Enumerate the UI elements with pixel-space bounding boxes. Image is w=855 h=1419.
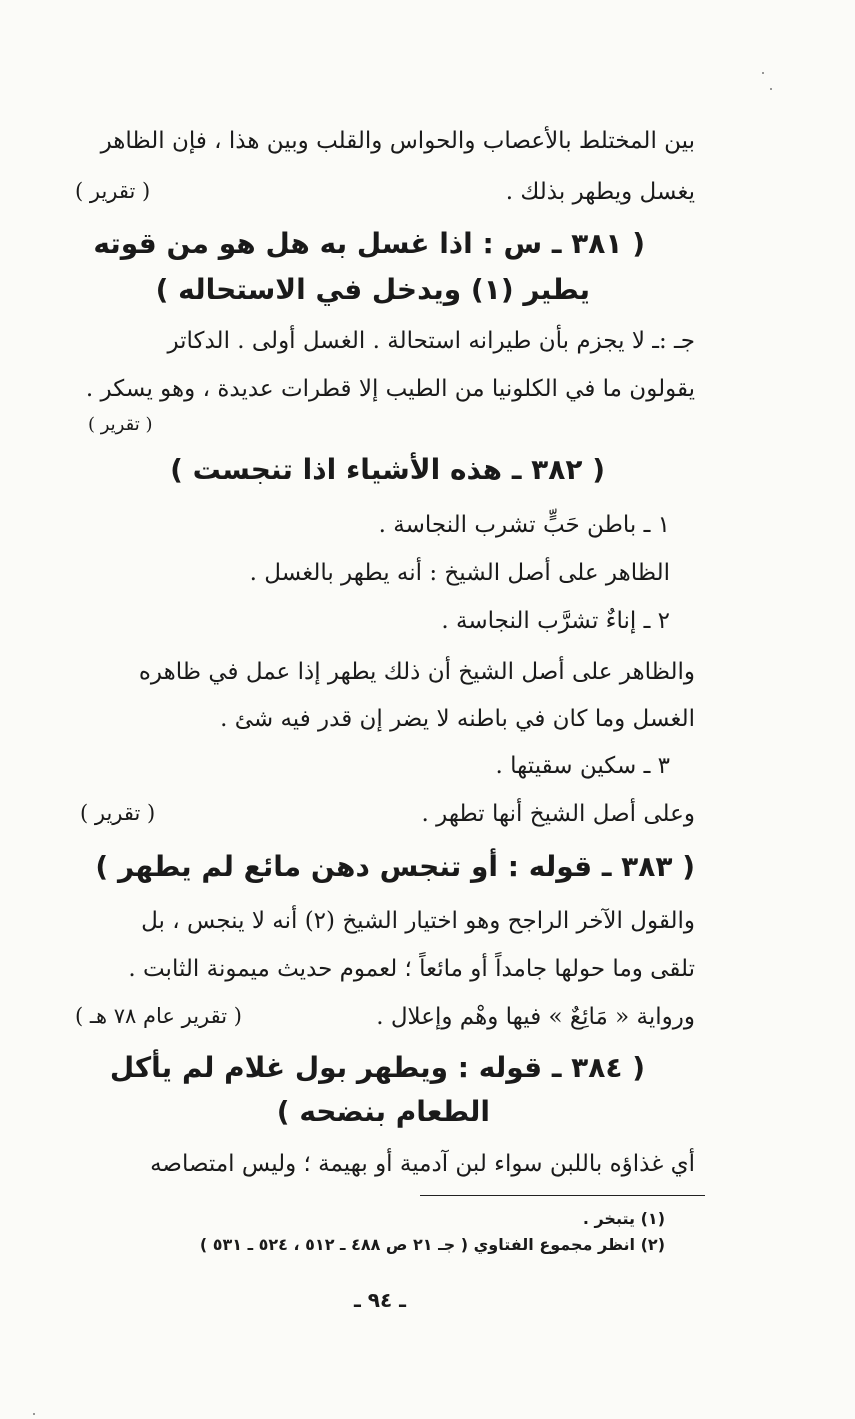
- scan-speck: [762, 72, 764, 74]
- text-line: ٢ ـ إناءٌ تشرَّب النجاسة .: [441, 608, 670, 634]
- text-line: بين المختلط بالأعصاب والحواس والقلب وبين هذا ، فإن الظاهر: [100, 128, 695, 154]
- text-line: ورواية « مَائِعٌ » فيها وهْم وإعلال .: [376, 1004, 695, 1030]
- text-line: والظاهر على أصل الشيخ أن ذلك يطهر إذا عمل في ظاهره: [138, 659, 695, 685]
- section-heading: ( ٣٨٣ ـ قوله : أو تنجس دهن مائع لم يطهر ): [95, 850, 695, 883]
- text-line: أي غذاؤه باللبن سواء لبن آدمية أو بهيمة ؛ وليس امتصاصه: [150, 1151, 695, 1177]
- text-line: ١ ـ باطن حَبٍّ تشرب النجاسة .: [378, 512, 670, 538]
- text-line: تلقى وما حولها جامداً أو مائعاً ؛ لعموم حديث ميمونة الثابت .: [128, 956, 695, 982]
- text-line: جـ :ـ لا يجزم بأن طيرانه استحالة . الغسل أولى . الدكاتر: [167, 328, 695, 354]
- footnote-separator: [420, 1195, 705, 1196]
- page-number: ـ ٩٤ ـ: [353, 1288, 407, 1312]
- taqrir-tag: ( تقرير ): [88, 414, 153, 435]
- taqrir-tag: ( تقرير عام ٧٨ هـ ): [75, 1004, 242, 1028]
- text-line: الظاهر على أصل الشيخ : أنه يطهر بالغسل .: [249, 560, 670, 586]
- section-heading: يطير (١) ويدخل في الاستحاله ): [155, 273, 590, 306]
- footnote: (٢) انظر مجموع الفتاوي ( جـ ٢١ ص ٤٨٨ ـ ٥١٢ ، ٥٢٤ ـ ٥٣١ ): [199, 1235, 665, 1254]
- scan-speck: [33, 1413, 35, 1415]
- taqrir-tag: ( تقرير ): [75, 179, 151, 203]
- section-heading: ( ٣٨١ ـ س : اذا غسل به هل هو من قوته: [93, 227, 645, 260]
- text-line: الغسل وما كان في باطنه لا يضر إن قدر فيه شئ .: [220, 706, 695, 732]
- footnote: (١) يتبخر .: [582, 1209, 665, 1228]
- scan-speck: [770, 88, 772, 90]
- section-heading: ( ٣٨٤ ـ قوله : ويطهر بول غلام لم يأكل: [109, 1051, 645, 1084]
- text-line: ٣ ـ سكين سقيتها .: [495, 753, 670, 779]
- text-line: والقول الآخر الراجح وهو اختيار الشيخ (٢) أنه لا ينجس ، بل: [141, 908, 695, 934]
- text-line: وعلى أصل الشيخ أنها تطهر .: [421, 801, 695, 827]
- section-heading: الطعام بنضحه ): [276, 1095, 490, 1128]
- section-heading: ( ٣٨٢ ـ هذه الأشياء اذا تنجست ): [170, 453, 605, 486]
- text-line: يقولون ما في الكلونيا من الطيب إلا قطرات عديدة ، وهو يسكر .: [85, 376, 695, 402]
- taqrir-tag: ( تقرير ): [80, 801, 156, 825]
- text-line: يغسل ويطهر بذلك .: [505, 179, 695, 205]
